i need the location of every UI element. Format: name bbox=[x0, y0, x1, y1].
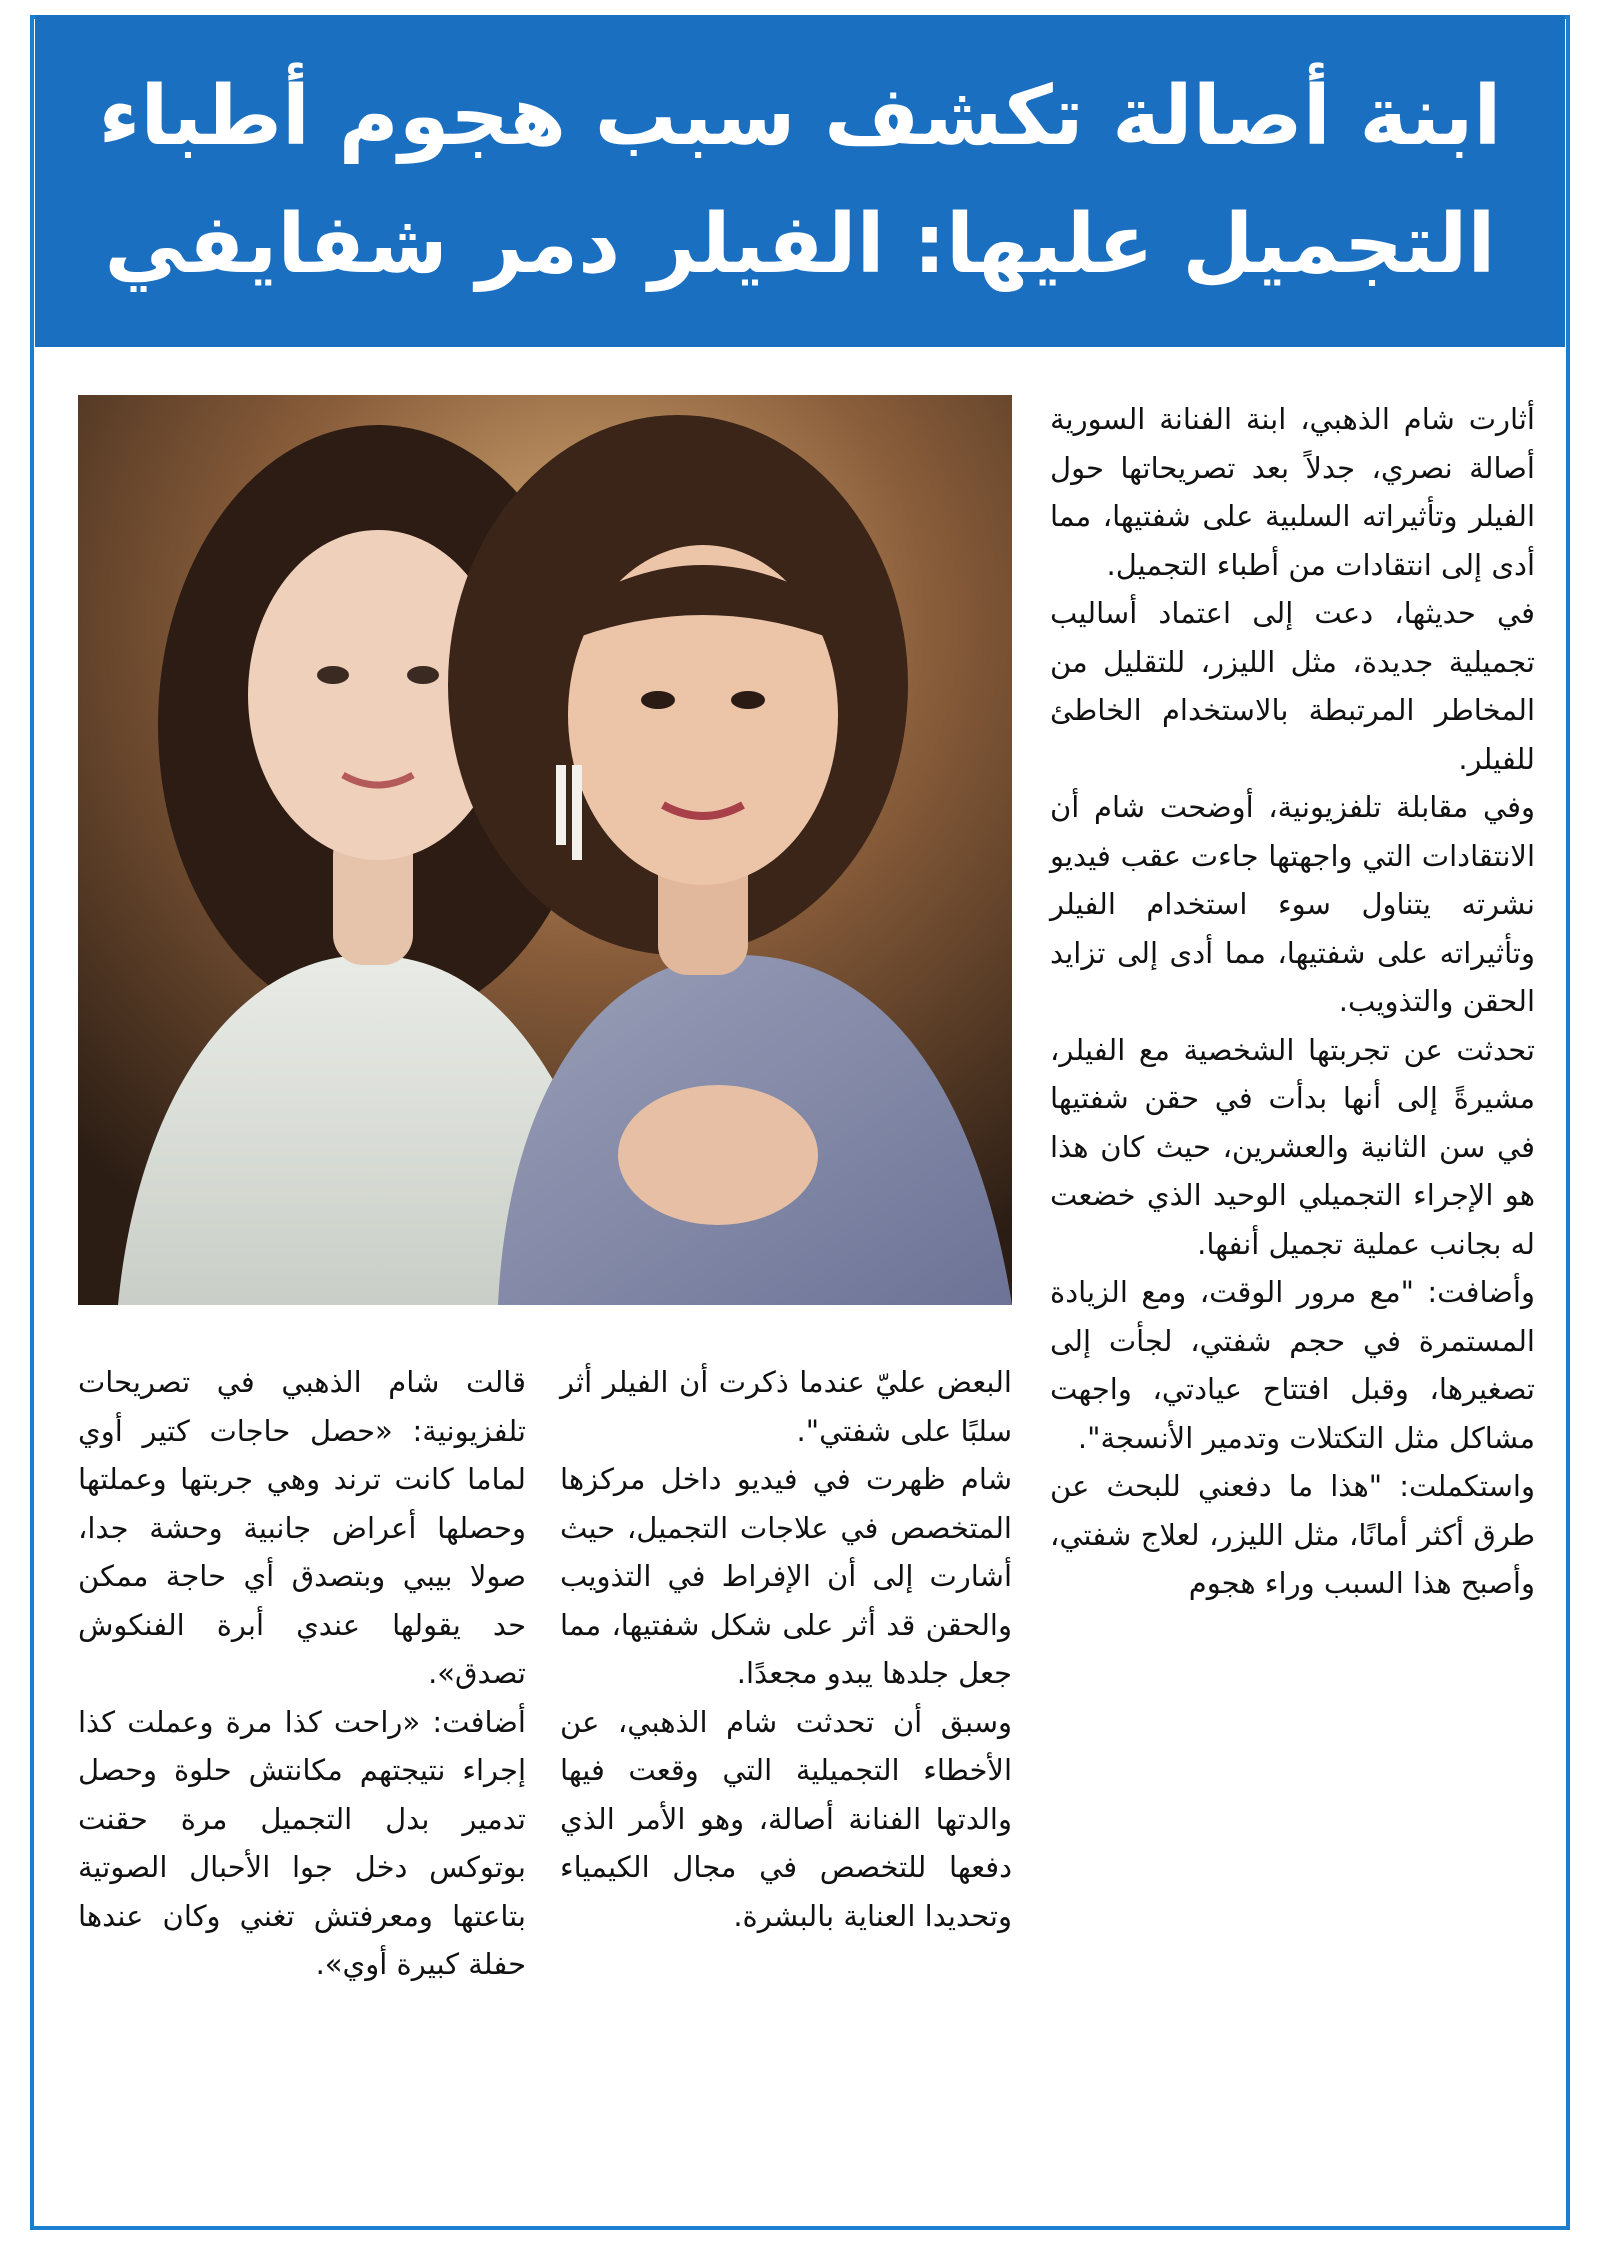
article-column-right bbox=[1050, 395, 1535, 1608]
headline-line-2: التجميل عليها: الفيلر دمر شفايفي bbox=[104, 197, 1496, 292]
paragraph: تحدثت عن تجربتها الشخصية مع الفيلر، مشيرةً إلى أنها بدأت في حقن شفتيها في سن الثانية والعشرين، حيث كان هذا هو الإجراء التجميلي الوحيد الذي خضعت له بجانب عملية تجميل أنفها. bbox=[1050, 1032, 1535, 1261]
paragraph: شام ظهرت في فيديو داخل مركزها المتخصص في علاجات التجميل، حيث أشارت إلى أن الإفراط في التذويب والحقن قد أثر على شكل شفتيها، مما جعل جلدها يبدو مجعدًا. bbox=[560, 1462, 1012, 1690]
paragraph: وسبق أن تحدثت شام الذهبي، عن الأخطاء التجميلية التي وقعت فيها والدتها الفنانة أصالة، وهو الأمر الذي دفعها للتخصص في مجال الكيمياء وتحديدا العناية بالبشرة. bbox=[560, 1704, 1012, 1933]
paragraph: في حديثها، دعت إلى اعتماد أساليب تجميلية جديدة، مثل الليزر، للتقليل من المخاطر المرتبطة بالاستخدام الخاطئ للفيلر. bbox=[1050, 596, 1535, 776]
portrait-photo-icon bbox=[78, 395, 1012, 1305]
article-column-left bbox=[78, 1358, 526, 1989]
paragraph: وأضافت: "مع مرور الوقت، ومع الزيادة المستمرة في حجم شفتي، لجأت إلى تصغيرها، وقبل افتتاح عيادتي، واجهت مشاكل مثل التكتلات وتدمير الأنسجة". bbox=[1050, 1275, 1535, 1455]
paragraph: أضافت: «راحت كذا مرة وعملت كذا إجراء نتيجتهم مكانتش حلوة وحصل تدمير بدل التجميل مرة حقنت بوتوكس دخل جوا الأحبال الصوتية بتاعتها ومعرفتش تغني وكان عندها حفلة كبيرة أوي». bbox=[78, 1704, 526, 1981]
paragraph: وفي مقابلة تلفزيونية، أوضحت شام أن الانتقادات التي واجهتها جاءت عقب فيديو نشرته يتناول سوء استخدام الفيلر وتأثيراته على شفتيها، مما أدى إلى تزايد الحقن والتذويب. bbox=[1050, 790, 1535, 1018]
paragraph: واستكملت: "هذا ما دفعني للبحث عن طرق أكثر أمانًا، مثل الليزر، لعلاج شفتي، وأصبح هذا السبب وراء هجوم bbox=[1050, 1469, 1535, 1600]
paragraph: البعض عليّ عندما ذكرت أن الفيلر أثر سلبًا على شفتي". bbox=[560, 1365, 1012, 1448]
article-column-middle bbox=[560, 1358, 1012, 1940]
headline-banner bbox=[35, 15, 1565, 347]
headline-line-1: ابنة أصالة تكشف سبب هجوم أطباء bbox=[98, 69, 1502, 164]
paragraph: قالت شام الذهبي في تصريحات تلفزيونية: «حصل حاجات كتير أوي لماما كانت ترند وهي جربتها وعملتها وحصلها أعراض جانبية وحشة جدا، صولا بيبي وبتصدق أي حاجة ممكن حد يقولها عندي أبرة الفنكوش تصدق». bbox=[78, 1365, 526, 1690]
paragraph: أثارت شام الذهبي، ابنة الفنانة السورية أصالة نصري، جدلاً بعد تصريحاتها حول الفيلر وتأثيراته السلبية على شفتيها، مما أدى إلى انتقادات من أطباء التجميل. bbox=[1050, 402, 1535, 582]
article-photo bbox=[78, 395, 1012, 1305]
